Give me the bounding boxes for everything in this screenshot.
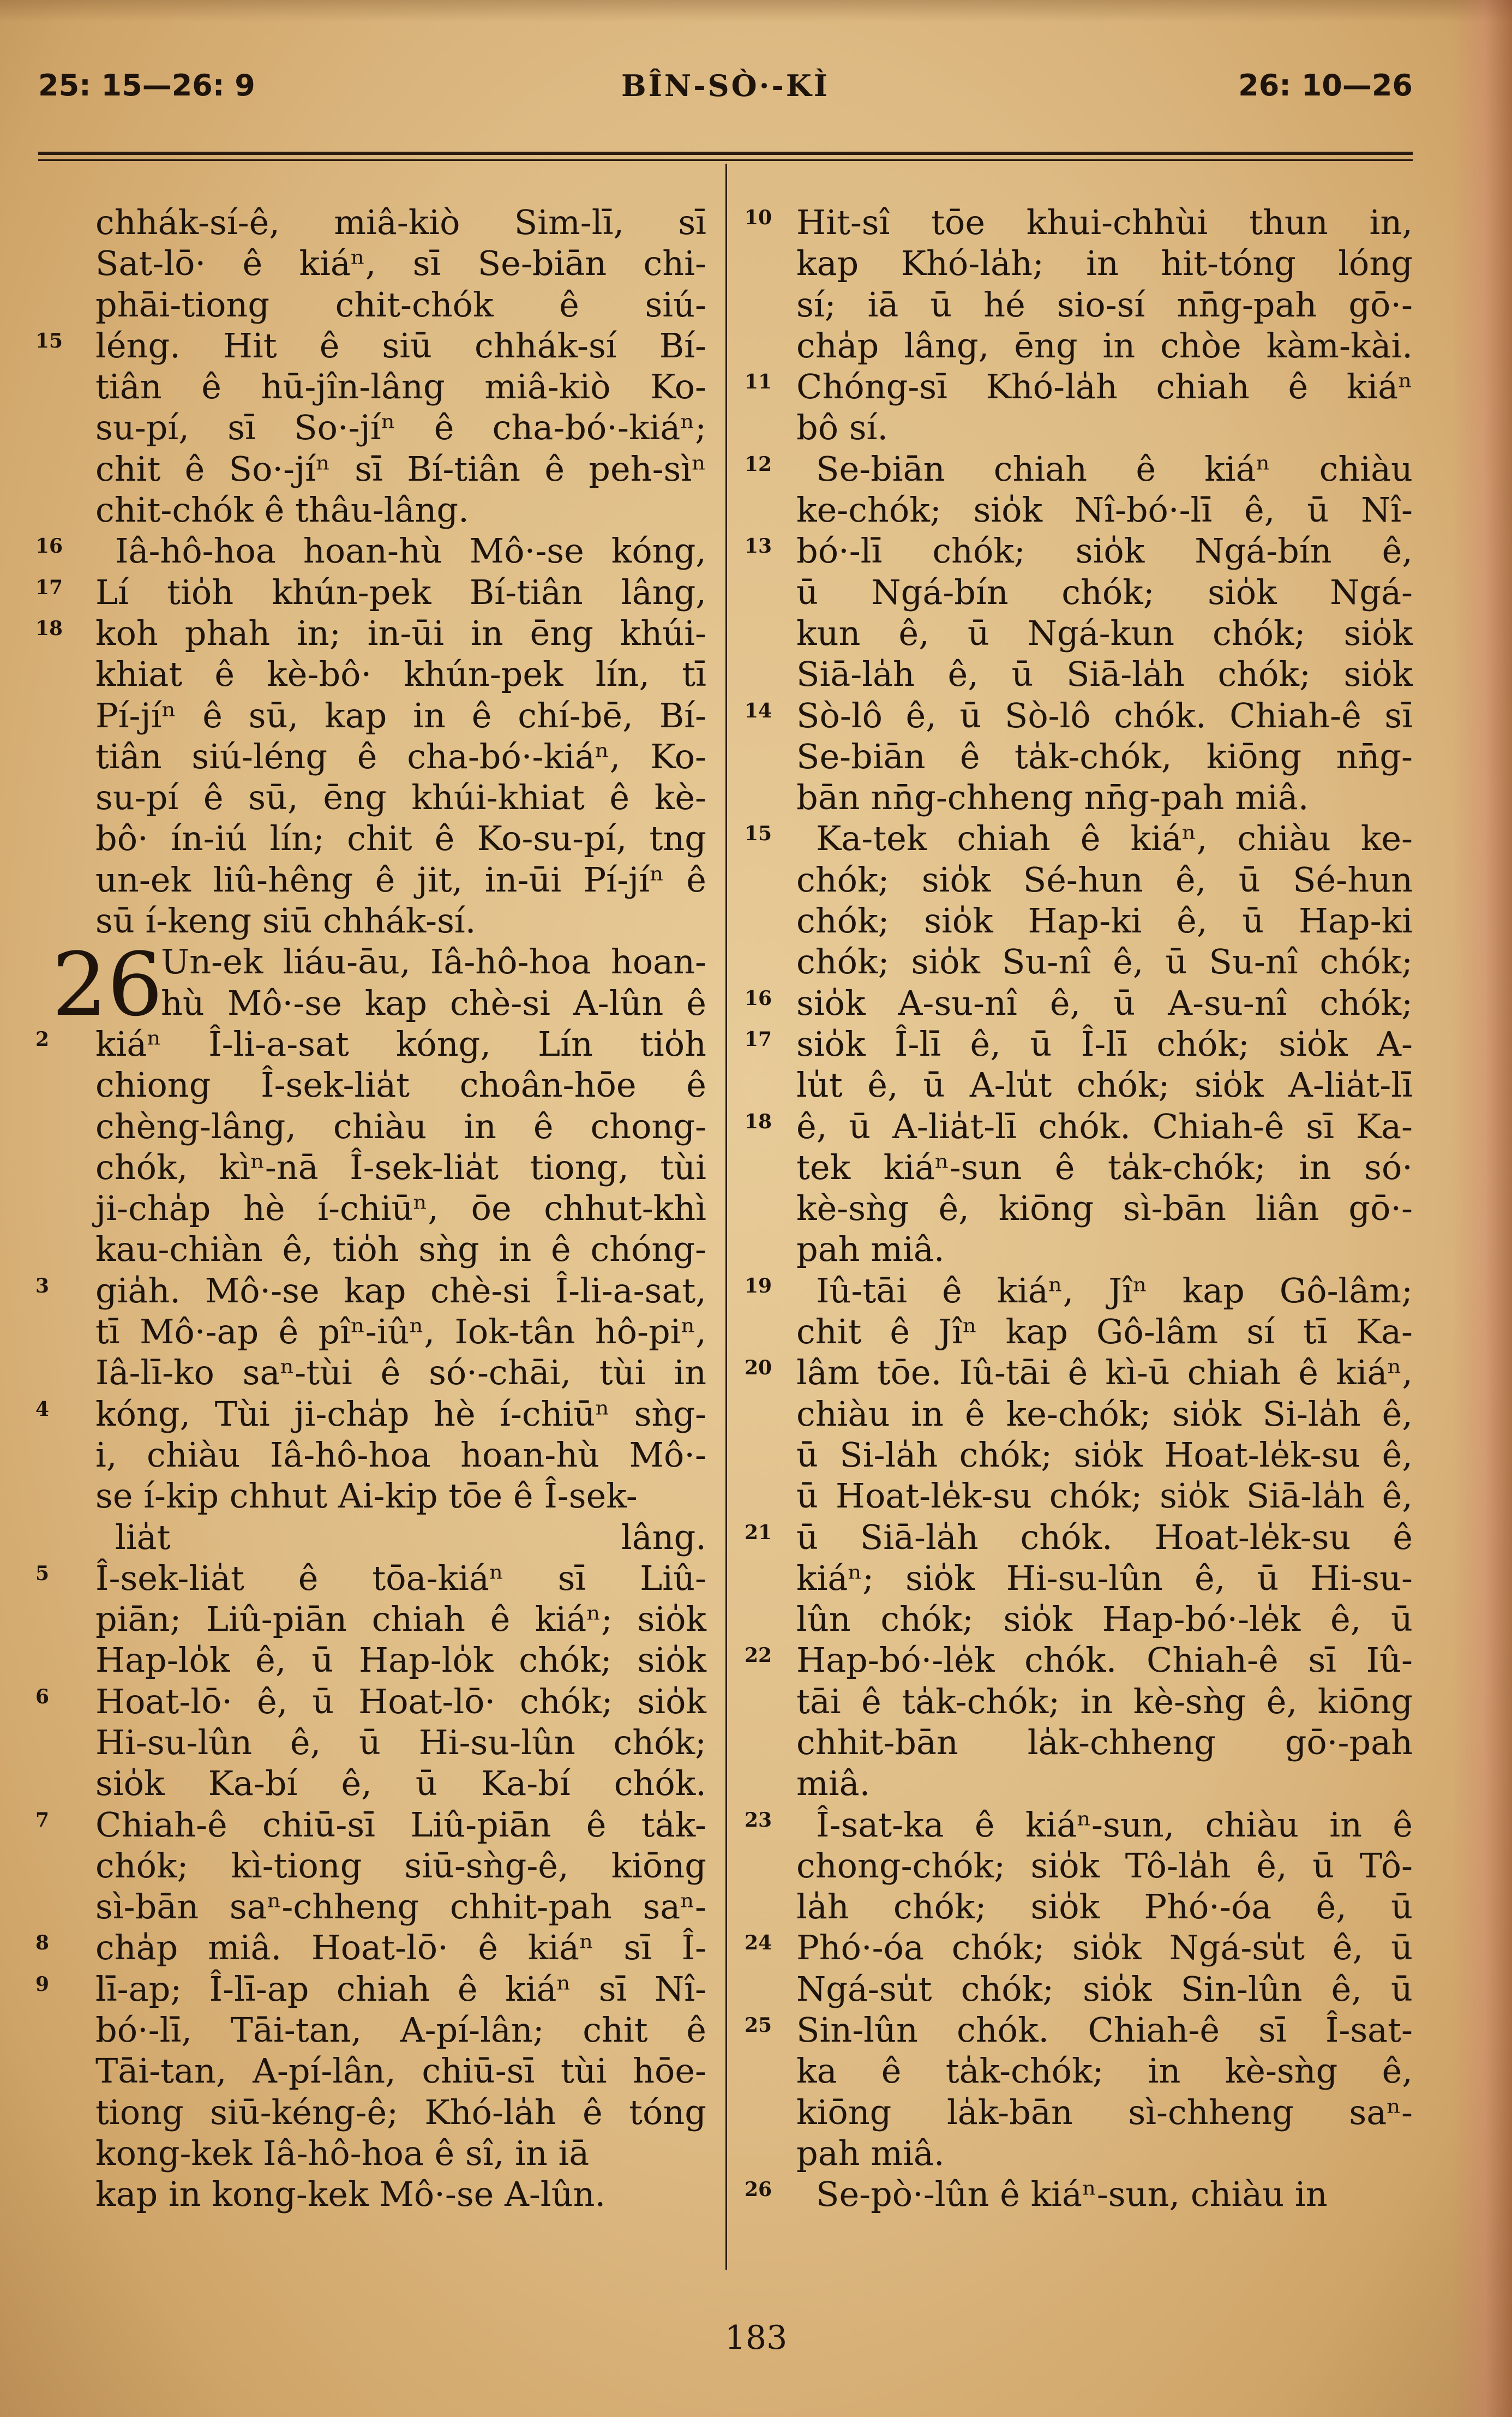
- text-line: [796, 859, 1413, 900]
- line-text: kap in kong-kek Mô·-se A-lûn.: [95, 2174, 606, 2215]
- line-text: chók; sio̍k Su-nî ê, ū Su-nî chók;: [796, 942, 1413, 982]
- line-text: khiat ê kè-bô· khún-pek lín, tī: [95, 654, 706, 695]
- line-text: ê, ū A-lia̍t-lī chók. Chiah-ê sī Ka-: [796, 1106, 1413, 1146]
- text-line: [745, 1927, 1413, 1968]
- text-line: [95, 1064, 706, 1105]
- text-line: [796, 1475, 1413, 1516]
- text-line: [745, 366, 1413, 407]
- line-text: sí; iā ū hé sio-sí nn̄g-pah gō·-: [796, 284, 1413, 325]
- line-text: Sat-lō· ê kiáⁿ, sī Se-biān chi-: [95, 243, 706, 284]
- text-line: [35, 1681, 706, 1722]
- line-text: kong-kek Iâ-hô-hoa ê sî, in iā: [95, 2133, 590, 2173]
- verse-number: 9: [35, 1972, 50, 1996]
- line-text: ke-chók; sio̍k Nî-bó·-lī ê, ū Nî-: [796, 490, 1413, 530]
- text-line: [796, 1229, 1413, 1270]
- text-line: [95, 366, 706, 407]
- verse-number: 16: [35, 535, 63, 558]
- text-line: [95, 1352, 706, 1393]
- verse-number: 2: [35, 1027, 50, 1051]
- line-text: ū Si-la̍h chók; sio̍k Hoat-le̍k-su ê,: [796, 1434, 1413, 1475]
- line-text: tī Mô·-ap ê pîⁿ-iûⁿ, Iok-tân hô-piⁿ,: [95, 1312, 706, 1352]
- line-text: Hoat-lō· ê, ū Hoat-lō· chók; sio̍k: [95, 1681, 706, 1721]
- text-line: [796, 941, 1413, 982]
- verse-number: 22: [745, 1644, 772, 1667]
- line-text: sio̍k A-su-nî ê, ū A-su-nî chók;: [796, 983, 1413, 1023]
- text-line: [35, 572, 706, 613]
- line-text: chit ê So·-jíⁿ sī Bí-tiân ê peh-sìⁿ: [95, 448, 706, 489]
- text-line: [95, 489, 706, 530]
- text-line: [796, 407, 1413, 448]
- line-text: chók; sio̍k Hap-ki ê, ū Hap-ki: [796, 901, 1413, 941]
- line-text: chhit-bān la̍k-chheng gō·-pah: [796, 1722, 1413, 1762]
- text-line: [95, 777, 706, 818]
- text-line: [796, 1393, 1413, 1434]
- line-text: lâm tōe. Iû-tāi ê kì-ū chiah ê kiáⁿ,: [796, 1353, 1413, 1393]
- line-text: chók; sio̍k Sé-hun ê, ū Sé-hun: [796, 859, 1413, 900]
- text-line: [95, 859, 706, 900]
- text-line: [745, 983, 1413, 1024]
- page-edge-stain: [1452, 0, 1512, 2417]
- page-number: 183: [724, 2319, 788, 2357]
- text-line: [95, 1599, 706, 1640]
- text-line: [745, 1640, 1413, 1680]
- line-text: ū Hoat-le̍k-su chók; sio̍k Siā-la̍h ê,: [796, 1476, 1413, 1516]
- text-line: [796, 325, 1413, 366]
- line-text: chiàu in ê ke-chók; sio̍k Si-la̍h ê,: [796, 1393, 1413, 1434]
- text-line: [95, 2050, 706, 2091]
- verse-number: 6: [35, 1685, 50, 1708]
- running-head: [38, 61, 1413, 110]
- verse-number: 4: [35, 1397, 50, 1421]
- text-line: [796, 489, 1413, 530]
- line-text: pah miâ.: [796, 1229, 945, 1270]
- text-line: [95, 2092, 706, 2133]
- line-text: chong-chók; sio̍k Tô-la̍h ê, ū Tô-: [796, 1845, 1413, 1886]
- verse-number: 11: [745, 370, 772, 394]
- line-text: kiáⁿ Î-li-a-sat kóng, Lín tio̍h: [95, 1024, 706, 1064]
- text-line: [95, 448, 706, 489]
- text-line: [745, 1804, 1413, 1845]
- line-text: tiân ê hū-jîn-lâng miâ-kiò Ko-: [95, 367, 706, 407]
- verse-number: 23: [745, 1808, 772, 1832]
- text-line: [35, 325, 706, 366]
- line-text: lī-ap; Î-lī-ap chiah ê kiáⁿ sī Nî-: [95, 1969, 706, 2009]
- line-text: cha̍p lâng, ēng in chòe kàm-kài.: [796, 325, 1413, 366]
- text-line: [95, 818, 706, 859]
- verse-number: 15: [35, 329, 63, 352]
- verse-number: 18: [35, 617, 63, 640]
- text-line: [95, 736, 706, 777]
- text-line: [796, 1434, 1413, 1475]
- text-line: [35, 1024, 706, 1064]
- line-text: chhák-sí-ê, miâ-kiò Sim-lī, sī: [95, 202, 706, 242]
- chapter-number: 26: [52, 934, 163, 1036]
- line-text: tiân siú-léng ê cha-bó·-kiáⁿ, Ko-: [95, 736, 706, 776]
- text-line: [745, 695, 1413, 736]
- line-text: Sin-lûn chók. Chiah-ê sī Î-sat-: [796, 2010, 1413, 2050]
- text-line: [95, 1147, 706, 1188]
- column-divider: [725, 164, 727, 2270]
- header-rule-thin: [38, 159, 1413, 161]
- line-text: Iâ-lī-ko saⁿ-tùi ê só·-chāi, tùi in: [95, 1353, 706, 1393]
- line-text: chèng-lâng, chiàu in ê chong-: [95, 1106, 706, 1146]
- text-line: [796, 2050, 1413, 2091]
- text-line: [35, 1270, 706, 1311]
- text-line: [95, 1763, 706, 1804]
- line-text: chit ê Jîⁿ kap Gô-lâm sí tī Ka-: [796, 1312, 1413, 1352]
- line-text: kiáⁿ; sio̍k Hi-su-lûn ê, ū Hi-su-: [796, 1558, 1413, 1598]
- line-text: hù Mô·-se kap chè-si A-lûn ê: [161, 983, 706, 1023]
- text-line: [95, 1722, 706, 1763]
- line-text: kap Khó-la̍h; in hit-tóng lóng: [796, 243, 1413, 284]
- text-line: [35, 530, 706, 571]
- text-line: [745, 448, 1413, 489]
- line-text: lûn chók; sio̍k Hap-bó·-le̍k ê, ū: [796, 1599, 1413, 1640]
- verse-number: 20: [745, 1356, 772, 1380]
- line-text: sū í-keng siū chhák-sí.: [95, 901, 476, 941]
- text-line: [95, 900, 706, 941]
- verse-number: 21: [745, 1521, 772, 1544]
- page-edge-shadow: [0, 0, 1512, 22]
- text-line: [745, 530, 1413, 571]
- line-text: i, chiàu Iâ-hô-hoa hoan-hù Mô·-: [95, 1434, 706, 1475]
- verse-number: 25: [745, 2014, 772, 2037]
- line-text: Î-sek-lia̍t ê tōa-kiáⁿ sī Liû-: [95, 1558, 706, 1598]
- text-line: [745, 818, 1413, 859]
- line-text: Un-ek liáu-āu, Iâ-hô-hoa hoan-: [161, 942, 706, 982]
- text-line: [95, 654, 706, 695]
- line-text: Hap-bó·-le̍k chók. Chiah-ê sī Iû-: [796, 1640, 1413, 1680]
- line-text: chók, kìⁿ-nā Î-sek-lia̍t tiong, tùi: [95, 1147, 706, 1187]
- text-line: [95, 407, 706, 448]
- text-line: [796, 1188, 1413, 1229]
- line-text: kóng, Tùi ji-cha̍p hè í-chiūⁿ sǹg-: [95, 1393, 706, 1434]
- line-text: lu̍t ê, ū A-lu̍t chók; sio̍k A-lia̍t-lī: [796, 1065, 1413, 1105]
- verse-number: 18: [745, 1110, 772, 1133]
- line-text: tāi ê ta̍k-chók; in kè-sǹg ê, kiōng: [796, 1681, 1413, 1721]
- text-line: [796, 1763, 1413, 1804]
- line-text: kè-sǹg ê, kiōng sì-bān liân gō·-: [796, 1188, 1413, 1229]
- text-line: [35, 1927, 706, 1968]
- text-line: [796, 1681, 1413, 1722]
- line-text: Sò-lô ê, ū Sò-lô chók. Chiah-ê sī: [796, 695, 1413, 735]
- line-text: sio̍k Ka-bí ê, ū Ka-bí chók.: [95, 1763, 706, 1804]
- text-line: [745, 2009, 1413, 2050]
- line-text: léng. Hit ê siū chhák-sí Bí-: [95, 325, 706, 366]
- text-line: [745, 1352, 1413, 1393]
- text-line: [95, 1845, 706, 1886]
- text-line: [796, 1599, 1413, 1640]
- line-text: Ngá-su̍t chók; sio̍k Sin-lûn ê, ū: [796, 1969, 1413, 2009]
- verse-number: 16: [745, 986, 772, 1010]
- text-line: [796, 243, 1413, 284]
- text-line: [745, 1270, 1413, 1311]
- text-line: [796, 2133, 1413, 2174]
- left-column: [35, 202, 706, 2215]
- line-text: bô· ín-iú lín; chit ê Ko-su-pí, tng: [95, 818, 706, 859]
- verse-number: 14: [745, 699, 772, 722]
- line-text: bó·-lī chók; sio̍k Ngá-bín ê,: [796, 531, 1413, 571]
- line-text: Î-sat-ka ê kiáⁿ-sun, chiàu in ê: [816, 1804, 1413, 1845]
- running-head-left: 25: 15—26: 9: [38, 68, 255, 103]
- line-text: cha̍p miâ. Hoat-lō· ê kiáⁿ sī Î-: [95, 1928, 706, 1968]
- line-text: lia̍t lâng.: [115, 1517, 706, 1557]
- text-line: [95, 1640, 706, 1680]
- text-line: [796, 900, 1413, 941]
- book-title: BÎN-SÒ·-KÌ: [621, 68, 830, 103]
- verse-number: 17: [35, 576, 63, 599]
- line-text: Iû-tāi ê kiáⁿ, Jîⁿ kap Gô-lâm;: [816, 1270, 1413, 1311]
- line-text: Tāi-tan, A-pí-lân, chiū-sī tùi hōe-: [95, 2051, 706, 2091]
- header-rule: [38, 152, 1413, 155]
- text-line: [796, 1969, 1413, 2009]
- text-line: [796, 572, 1413, 613]
- text-line: [95, 1106, 706, 1147]
- text-line: [95, 1188, 706, 1229]
- text-line: [796, 777, 1413, 818]
- line-text: sio̍k Î-lī ê, ū Î-lī chók; sio̍k A-: [796, 1024, 1413, 1064]
- verse-number: 12: [745, 452, 772, 476]
- line-text: koh phah in; in-ūi in ēng khúi-: [95, 613, 706, 653]
- text-line: [745, 1517, 1413, 1558]
- text-line: [95, 243, 706, 284]
- line-text: ka ê ta̍k-chók; in kè-sǹg ê,: [796, 2051, 1413, 2091]
- line-text: sì-bān saⁿ-chheng chhit-pah saⁿ-: [95, 1887, 706, 1927]
- text-line: [796, 1147, 1413, 1188]
- line-text: Se-pò·-lûn ê kiáⁿ-sun, chiàu in: [816, 2174, 1328, 2215]
- text-line: [95, 1229, 706, 1270]
- text-line: [95, 2133, 706, 2174]
- verse-number: 7: [35, 1808, 50, 1832]
- line-text: Chiah-ê chiū-sī Liû-piān ê ta̍k-: [95, 1804, 706, 1845]
- line-text: gia̍h. Mô·-se kap chè-si Î-li-a-sat,: [95, 1270, 706, 1311]
- verse-number: 26: [745, 2178, 772, 2201]
- text-line: [796, 1886, 1413, 1927]
- verse-number: 3: [35, 1274, 50, 1297]
- text-line: [745, 202, 1413, 243]
- text-line: [796, 613, 1413, 654]
- text-line: [796, 1558, 1413, 1599]
- text-line: [796, 1311, 1413, 1352]
- text-line: [745, 2174, 1413, 2215]
- text-line: [95, 1886, 706, 1927]
- text-line: [95, 2174, 706, 2215]
- text-line: [745, 1024, 1413, 1064]
- line-text: la̍h chók; sio̍k Phó·-óa ê, ū: [796, 1887, 1413, 1927]
- text-line: [745, 1106, 1413, 1147]
- line-text: Chóng-sī Khó-la̍h chiah ê kiáⁿ: [796, 367, 1413, 407]
- text-line: [95, 202, 706, 243]
- verse-number: 8: [35, 1931, 50, 1955]
- line-text: phāi-tiong chit-chók ê siú-: [95, 284, 706, 325]
- text-line: [95, 1311, 706, 1352]
- text-line: [796, 1064, 1413, 1105]
- line-text: su-pí, sī So·-jíⁿ ê cha-bó·-kiáⁿ;: [95, 408, 706, 448]
- text-line: [796, 1722, 1413, 1763]
- text-line: [95, 1475, 706, 1516]
- verse-number: 17: [745, 1027, 772, 1051]
- verse-number: 5: [35, 1562, 50, 1585]
- line-text: pah miâ.: [796, 2133, 945, 2173]
- line-text: chók; kì-tiong siū-sǹg-ê, kiōng: [95, 1845, 706, 1886]
- line-text: ū Siā-la̍h chók. Hoat-le̍k-su ê: [796, 1517, 1413, 1557]
- verse-number: 10: [745, 206, 772, 229]
- text-line: [95, 1517, 706, 1558]
- text-line: [796, 2092, 1413, 2133]
- line-text: ji-cha̍p hè í-chiūⁿ, ōe chhut-khì: [95, 1188, 706, 1229]
- line-text: bó·-lī, Tāi-tan, A-pí-lân; chit ê: [95, 2010, 706, 2050]
- line-text: chiong Î-sek-lia̍t choân-hōe ê: [95, 1065, 706, 1105]
- line-text: Lí tio̍h khún-pek Bí-tiân lâng,: [95, 572, 706, 612]
- line-text: miâ.: [796, 1763, 871, 1804]
- text-line: [35, 613, 706, 654]
- line-text: Se-biān chiah ê kiáⁿ chiàu: [816, 448, 1413, 489]
- verse-number: 24: [745, 1931, 772, 1955]
- line-text: bô sí.: [796, 408, 889, 448]
- text-line: [95, 2009, 706, 2050]
- right-column: [745, 202, 1413, 2215]
- text-line: [95, 695, 706, 736]
- text-line: [35, 1804, 706, 1845]
- line-text: ū Ngá-bín chók; sio̍k Ngá-: [796, 572, 1413, 612]
- text-line: [796, 654, 1413, 695]
- verse-number: 13: [745, 535, 772, 558]
- line-text: Se-biān ê ta̍k-chók, kiōng nn̄g-: [796, 736, 1413, 776]
- line-text: un-ek liû-hêng ê jit, in-ūi Pí-jíⁿ ê: [95, 859, 706, 900]
- line-text: Phó·-óa chók; sio̍k Ngá-su̍t ê, ū: [796, 1928, 1413, 1968]
- text-line: [796, 284, 1413, 325]
- line-text: Ka-tek chiah ê kiáⁿ, chiàu ke-: [816, 818, 1413, 859]
- line-text: su-pí ê sū, ēng khúi-khiat ê kè-: [95, 777, 706, 818]
- line-text: kiōng la̍k-bān sì-chheng saⁿ-: [796, 2092, 1413, 2132]
- line-text: Iâ-hô-hoa hoan-hù Mô·-se kóng,: [115, 531, 706, 571]
- line-text: Hi-su-lûn ê, ū Hi-su-lûn chók;: [95, 1722, 706, 1762]
- text-line: [35, 1393, 706, 1434]
- line-text: kun ê, ū Ngá-kun chók; sio̍k: [796, 613, 1413, 653]
- text-line: [796, 736, 1413, 777]
- line-text: kau-chiàn ê, tio̍h sǹg in ê chóng-: [95, 1229, 706, 1270]
- line-text: Siā-la̍h ê, ū Siā-la̍h chók; sio̍k: [796, 654, 1413, 695]
- text-line: [95, 284, 706, 325]
- line-text: piān; Liû-piān chiah ê kiáⁿ; sio̍k: [95, 1599, 706, 1640]
- line-text: Hap-lo̍k ê, ū Hap-lo̍k chók; sio̍k: [95, 1640, 706, 1680]
- line-text: Hit-sî tōe khui-chhùi thun in,: [796, 202, 1413, 242]
- verse-number: 19: [745, 1274, 772, 1297]
- verse-number: 15: [745, 822, 772, 846]
- text-line: [95, 983, 706, 1024]
- line-text: Pí-jíⁿ ê sū, kap in ê chí-bē, Bí-: [95, 695, 706, 735]
- line-text: chit-chók ê thâu-lâng.: [95, 490, 469, 530]
- line-text: tiong siū-kéng-ê; Khó-la̍h ê tóng: [95, 2092, 706, 2132]
- text-line: [35, 1969, 706, 2009]
- running-head-right: 26: 10—26: [1238, 68, 1413, 103]
- text-line: [796, 1845, 1413, 1886]
- line-text: se í-kip chhut Ai-kip tōe ê Î-sek-: [95, 1476, 638, 1516]
- text-line: [35, 1558, 706, 1599]
- line-text: tek kiáⁿ-sun ê ta̍k-chók; in só·: [796, 1147, 1413, 1187]
- text-line: [95, 1434, 706, 1475]
- line-text: bān nn̄g-chheng nn̄g-pah miâ.: [796, 777, 1309, 818]
